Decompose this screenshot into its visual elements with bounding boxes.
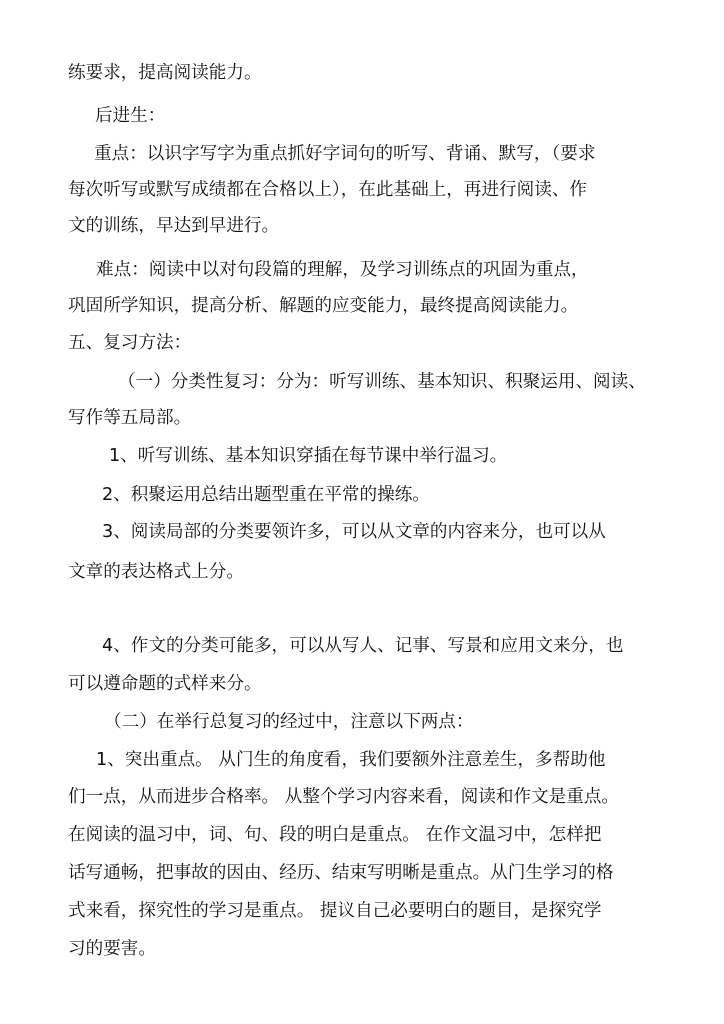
text-line: 练要求，提高阅读能力。 (68, 63, 262, 83)
text-line: 后进生： (95, 106, 166, 126)
text-line: 重点：以识字写字为重点抓好字词句的听写、背诵、默写，（要求 (94, 144, 596, 164)
list-item: 4、作文的分类可能多，可以从写人、记事、写景和应用文来分，也 (102, 636, 624, 656)
text-line: 习的要害。 (68, 939, 156, 959)
subsection-heading: （一）分类性复习：分为：听写训练、基本知识、积聚运用、阅读、 (118, 372, 646, 392)
text-line: 巩固所学知识，提高分析、解题的应变能力，最终提高阅读能力。 (68, 296, 579, 316)
list-item: 1、突出重点。 从门生的角度看，我们要额外注意差生，多帮助他 (96, 750, 606, 770)
list-item: 1、听写训练、基本知识穿插在每节课中举行温习。 (109, 446, 508, 466)
subsection-heading: （二）在举行总复习的经过中，注意以下两点： (104, 712, 474, 732)
list-item: 3、阅读局部的分类要领许多，可以从文章的内容来分，也可以从 (102, 522, 606, 542)
text-line: 每次听写或默写成绩都在合格以上），在此基础上，再进行阅读、作 (68, 180, 588, 200)
text-line: 可以遵命题的式样来分。 (68, 674, 262, 694)
section-heading: 五、复习方法： (68, 333, 192, 353)
text-line: 式来看，探究性的学习是重点。 提议自己必要明白的题目，是探究学 (68, 901, 602, 921)
text-line: 在阅读的温习中，词、句、段的明白是重点。 在作文温习中，怎样把 (68, 825, 602, 845)
text-line: 文的训练，早达到早进行。 (68, 216, 280, 236)
text-line: 写作等五局部。 (68, 408, 192, 428)
text-line: 话写通畅，把事故的因由、经历、结束写明晰是重点。从门生学习的格 (68, 863, 614, 883)
text-line: 文章的表达格式上分。 (68, 562, 244, 582)
text-line: 难点：阅读中以对句段篇的理解，及学习训练点的巩固为重点， (96, 260, 589, 280)
list-item: 2、积聚运用总结出题型重在平常的操练。 (102, 485, 430, 505)
text-line: 们一点，从而进步合格率。 从整个学习内容来看，阅读和作文是重点。 (68, 787, 620, 807)
